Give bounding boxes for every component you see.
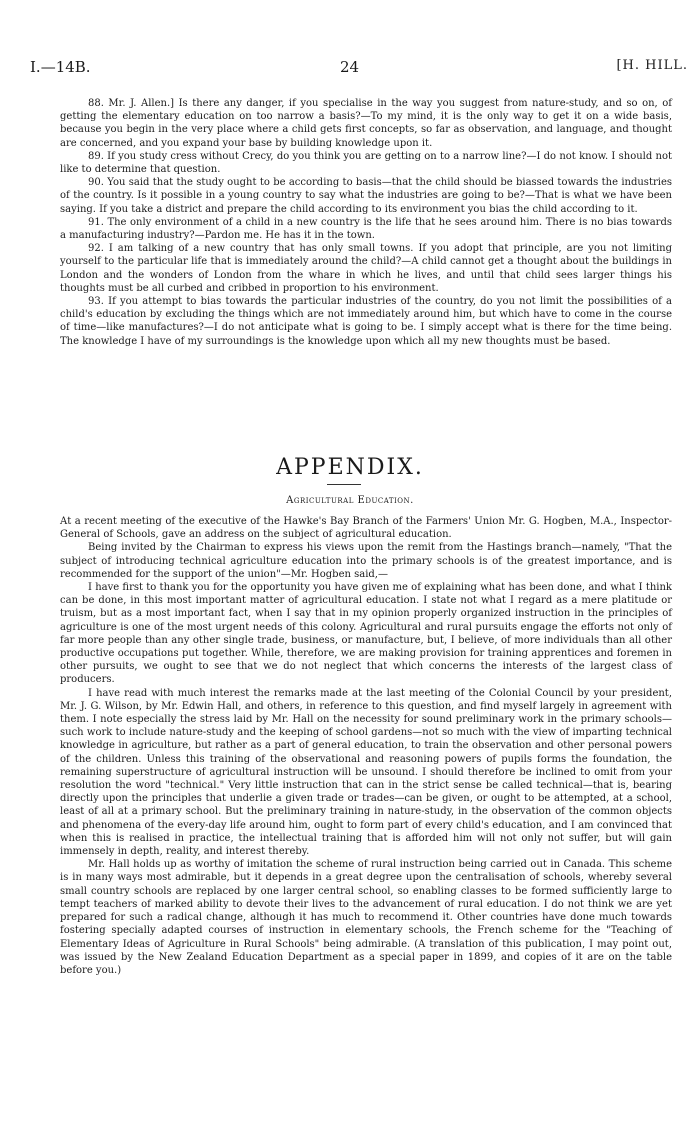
appendix-paragraph-5: Mr. Hall holds up as worthy of imitation the scheme of rural instruction being carried out in Canada. This scheme is in many ways most admirable, but it depends in a great degree upon the centralisation of schools, whereby several small country schools are replaced by one larger central school, so enabling classes to be formed sufficiently large to tempt teachers of marked ability to devote their lives to the advancement of rural education. I do not think we are yet prepared for such a radical change, although it has much to recommend it. Other countries have done much towards fostering specially adapted courses of instruction in elementary schools, the French scheme for the "Teaching of Elementary Ideas of Agriculture in Rural Schools" being admirable. (A translation of this publication, I may point out, was issued by the New Zealand Education Department as a special paper in 1899, and copies of it are on the table before you.): [60, 859, 672, 976]
appendix-title: APPENDIX.: [276, 455, 424, 480]
question-90: 90. You said that the study ought to be according to basis—that the child should be biassed towards the industries of the country. Is it possible in a young country to say what the industries are going to be?—That is what we have been saying. If you take a district and prepare the child according to its environment you bias the child according to it.: [60, 177, 672, 215]
page-header: [30, 58, 688, 78]
witness-name: [H. HILL.: [616, 58, 688, 73]
appendix-subtitle: Agricultural Education.: [286, 495, 414, 506]
appendix-paragraph-4: I have read with much interest the remarks made at the last meeting of the Colonial Council by your president, Mr. J. G. Wilson, by Mr. Edwin Hall, and others, in reference to this question, and find myself largely in agreement with them. I note especially the stress laid by Mr. Hall on the necessity for sound preliminary work in the primary schools—such work to include nature-study and the keeping of school gardens—not so much with the view of imparting technical knowledge in agriculture, but rather as a part of general education, to train the observation and other personal powers of the children. Unless this training of the observational and reasoning powers of pupils forms the foundation, the remaining superstructure of agricultural instruction will be unsound. I should therefore be inclined to omit from your resolution the word "technical." Very little instruction that can in the strict sense be called technical—that is, bearing directly upon the principles that underlie a given trade or trades—can be given, or ought to be attempted, at a school, least of all at a primary school. But the preliminary training in nature-study, in the observation of the common objects and phenomena of the every-day life around him, ought to form part of every child's education, and I am convinced that when this is realised in practice, the intellectual training that is afforded him will not only not suffer, but will gain immensely in depth, reality, and interest thereby.: [60, 687, 672, 858]
appendix-paragraph-2: Being invited by the Chairman to express his views upon the remit from the Hastings branch—namely, "That the subject of introducing technical agriculture education into the primary schools is of the greatest importance, and is recommended for the support of the union"—Mr. Hogben said,—: [60, 542, 672, 580]
question-89: 89. If you study cress without Crecy, do you think you are getting on to a narrow line?—I do not know. I should not like to determine that question.: [60, 150, 672, 176]
evidence-questions: [60, 97, 672, 348]
appendix-paragraph-1: At a recent meeting of the executive of the Hawke's Bay Branch of the Farmers' Union Mr. G. Hogben, M.A., Inspector-General of Schools, gave an address on the subject of agricultural education.: [60, 516, 672, 541]
question-91: 91. The only environment of a child in a new country is the life that he sees around him. There is no bias towards a manufacturing industry?—Pardon me. He has it in the town.: [60, 216, 672, 242]
page-number: 24: [340, 58, 360, 76]
question-93: 93. If you attempt to bias towards the particular industries of the country, do you not limit the possibilities of a child's education by excluding the things which are not immediately around him, but which have to come in the course of time—like manufactures?—I do not anticipate what is going to be. I simply accept what is there for the time being. The knowledge I have of my surroundings is the knowledge upon which all my new thoughts must be based.: [60, 296, 672, 347]
appendix-paragraph-3: I have first to thank you for the opportunity you have given me of explaining what has been done, and what I think can be done, in this most important matter of agricultural education. I state not what I regard as a mere platitude or truism, but as a most important fact, when I say that in my opinion properly organized instruction in the principles of agriculture is one of the most urgent needs of this colony. Agricultural and rural pursuits engage the efforts not only of far more people than any other single trade, business, or manufacture, but, I believe, of more individuals than all other productive occupations put together. While, therefore, we are making provision for training apprentices and foremen in other pursuits, we ought to see that we do not neglect that which concerns the interests of the largest class of producers.: [60, 582, 672, 686]
question-92: 92. I am talking of a new country that has only small towns. If you adopt that principle, are you not limiting yourself to the particular life that is immediately around the child?—A child cannot get a thought about the buildings in London and the wonders of London from the whare in which he lives, and until that child sees larger things his thoughts must be all curbed and cribbed in proportion to his environment.: [60, 243, 672, 294]
document-reference: I.—14B.: [30, 58, 91, 76]
appendix-body: [60, 515, 672, 977]
question-88: 88. Mr. J. Allen.] Is there any danger, if you specialise in the way you suggest from nature-study, and so on, of getting the elementary education on too narrow a basis?—To my mind, it is the only way to get it on a wide basis, because you begin in the very place where a child gets first concepts, so far as observation, and language, and thought are concerned, and you expand your base by building knowledge upon it.: [60, 98, 672, 149]
title-divider: [327, 484, 361, 485]
